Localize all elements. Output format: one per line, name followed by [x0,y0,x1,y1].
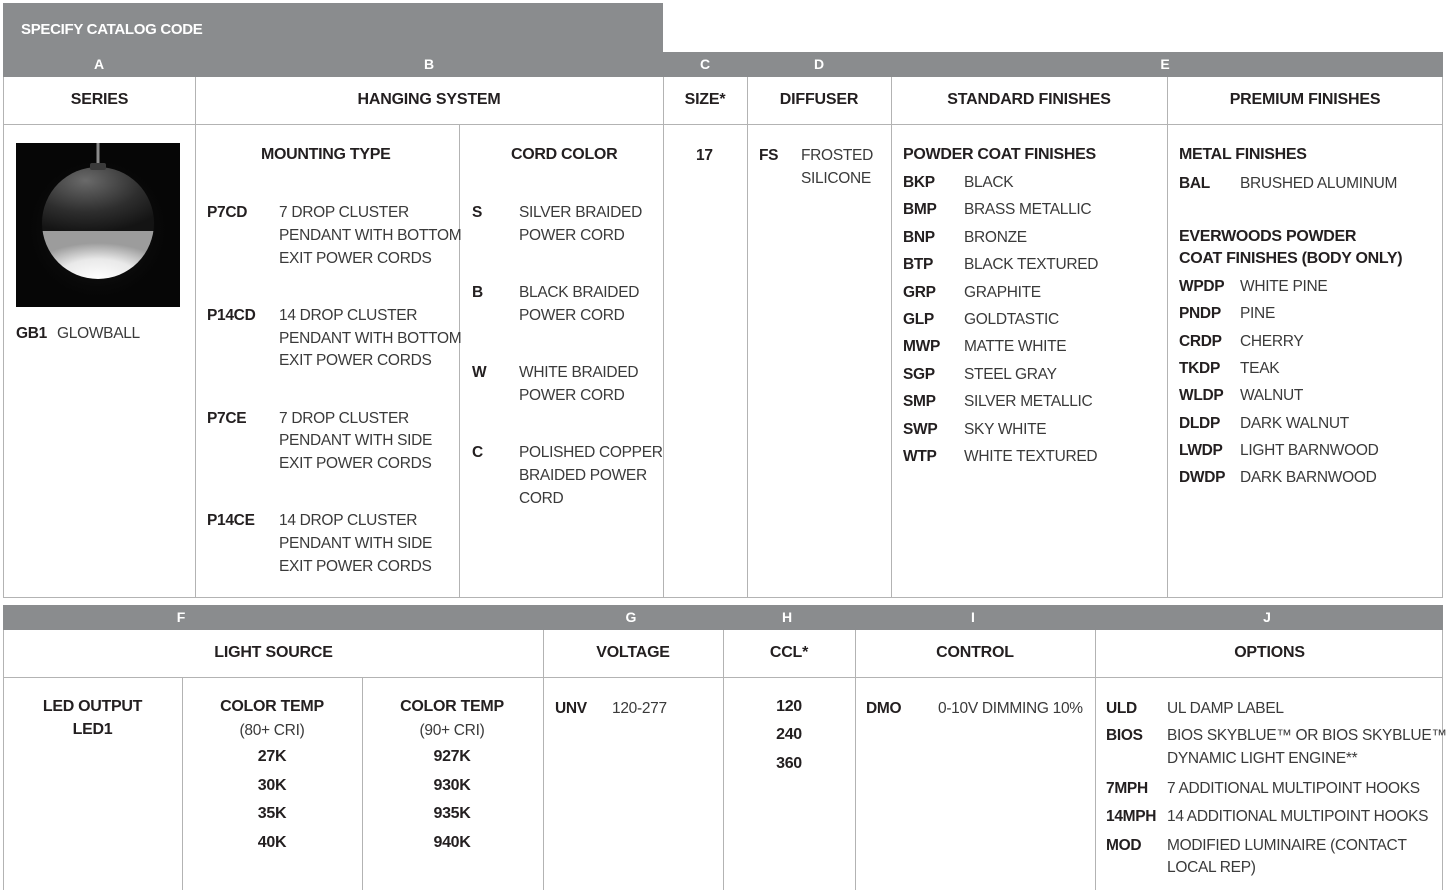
letter-h: H [781,609,793,625]
diffuser-desc: FROSTED [801,147,873,164]
standard-finish-name: GOLDTASTIC [964,311,1059,328]
everwoods-title: COAT FINISHES (BODY ONLY) [1179,250,1403,267]
metal-name: BRUSHED ALUMINUM [1240,175,1398,192]
divider [747,77,748,598]
option-desc: DYNAMIC LIGHT ENGINE** [1167,750,1358,767]
standard-finish-name: BRASS METALLIC [964,201,1092,219]
standard-finish-name: BLACK [964,174,1014,191]
cord-code: S [472,204,483,221]
mounting-desc: PENDANT WITH SIDE [279,432,433,449]
bottom-letter-bar [3,605,1443,630]
mounting-desc: PENDANT WITH BOTTOM [279,227,462,244]
cord-desc: CORD [519,490,564,507]
cord-desc: POWER CORD [519,387,625,404]
standard-finish-code: GLP [903,311,934,328]
page-title: SPECIFY CATALOG CODE [21,21,203,38]
premium-finish-name: WHITE PINE [1240,278,1328,295]
color-temp-90-value: 940K [433,834,471,851]
metal-finishes-title: METAL FINISHES [1179,146,1307,163]
ccl-value: 360 [776,755,802,772]
standard-finish-code: SGP [903,365,935,383]
size-value: 17 [696,147,713,164]
option-code: ULD [1106,700,1137,717]
divider [1095,630,1096,890]
mounting-desc: EXIT POWER CORDS [279,558,432,575]
option-desc: LOCAL REP) [1167,859,1256,876]
mounting-type-title: MOUNTING TYPE [261,146,391,163]
premium-finish-name: DARK BARNWOOD [1240,469,1377,487]
title-bar [3,3,663,52]
premium-finish-code: WPDP [1179,278,1225,295]
header-size: SIZE* [684,91,726,108]
standard-finish-code: BNP [903,228,935,246]
mounting-desc: 14 DROP CLUSTER [279,307,418,324]
everwoods-title: EVERWOODS POWDER [1179,228,1357,245]
led-output-title: LED OUTPUT [42,698,143,715]
option-desc: MODIFIED LUMINAIRE (CONTACT [1167,837,1407,854]
cord-desc: POLISHED COPPER [519,444,663,461]
letter-g: G [625,609,637,625]
standard-finish-code: SMP [903,393,936,411]
product-image [16,143,180,307]
divider [4,597,1442,598]
header-control: CONTROL [936,644,1014,661]
header-standard-finishes: STANDARD FINISHES [947,91,1111,108]
mounting-code: P14CD [207,307,256,324]
standard-finish-name: SKY WHITE [964,420,1047,438]
option-desc: 14 ADDITIONAL MULTIPOINT HOOKS [1167,808,1429,825]
mounting-desc: 7 DROP CLUSTER [279,204,409,221]
standard-finish-name: GRAPHITE [964,283,1041,301]
standard-finish-code: BTP [903,256,934,274]
color-temp-90-value: 927K [433,748,471,765]
option-code: MOD [1106,837,1142,854]
header-diffuser: DIFFUSER [779,91,859,108]
divider [543,630,544,890]
premium-finish-code: WLDP [1179,387,1224,405]
header-premium-finishes: PREMIUM FINISHES [1229,91,1381,108]
header-options: OPTIONS [1234,644,1305,661]
letter-b: B [423,56,435,72]
diffuser-code: FS [759,147,779,164]
cord-code: C [472,444,483,461]
premium-finish-code: DLDP [1179,414,1220,432]
divider [195,77,196,598]
ccl-value: 240 [776,726,802,743]
letter-f: F [176,609,186,625]
divider [855,630,856,890]
standard-finish-code: MWP [903,338,940,356]
mounting-code: P7CE [207,410,247,427]
powder-coat-title: POWDER COAT FINISHES [903,146,1096,163]
standard-finish-name: BRONZE [964,228,1027,246]
color-temp-80-cri: (80+ CRI) [239,722,305,739]
mounting-desc: PENDANT WITH BOTTOM [279,330,462,347]
premium-finish-code: DWDP [1179,469,1226,487]
premium-finish-code: TKDP [1179,359,1220,377]
premium-finish-name: LIGHT BARNWOOD [1240,441,1379,459]
premium-finish-name: PINE [1240,305,1275,323]
premium-finish-name: DARK WALNUT [1240,414,1349,432]
mounting-code: P14CE [207,512,255,529]
cord-code: B [472,284,483,301]
letter-e: E [1160,56,1170,72]
color-temp-90-value: 935K [433,805,471,822]
premium-finish-code: LWDP [1179,441,1223,459]
standard-finish-code: BMP [903,201,937,219]
divider [663,77,664,598]
color-temp-80-title: COLOR TEMP [220,698,324,715]
cord-desc: BRAIDED POWER [519,467,647,484]
premium-finish-code: CRDP [1179,332,1222,350]
control-code: DMO [866,700,902,717]
divider [1167,77,1168,598]
voltage-value: 120-277 [612,700,667,717]
standard-finish-name: SILVER METALLIC [964,393,1093,411]
letter-i: I [971,609,975,625]
cord-desc: POWER CORD [519,227,625,244]
letter-a: A [93,56,105,72]
cord-color-title: CORD COLOR [511,146,618,163]
divider [459,124,460,598]
premium-finish-code: PNDP [1179,305,1221,323]
option-code: 14MPH [1106,808,1157,825]
header-ccl: CCL* [769,644,809,661]
cord-desc: BLACK BRAIDED [519,284,640,301]
standard-finish-name: WHITE TEXTURED [964,448,1098,465]
option-desc: 7 ADDITIONAL MULTIPOINT HOOKS [1167,780,1420,797]
divider [4,124,1442,125]
metal-code: BAL [1179,175,1210,192]
header-voltage: VOLTAGE [596,644,670,661]
color-temp-80-value: 30K [257,777,287,794]
letter-j: J [1263,609,1271,625]
cord-desc: WHITE BRAIDED [519,364,639,381]
letter-d: D [813,56,825,72]
cord-desc: SILVER BRAIDED [519,204,642,221]
header-hanging-system: HANGING SYSTEM [357,91,501,108]
mounting-desc: EXIT POWER CORDS [279,352,432,369]
color-temp-90-title: COLOR TEMP [400,698,504,715]
cord-code: W [472,364,487,381]
standard-finish-name: MATTE WHITE [964,338,1067,356]
mounting-code: P7CD [207,204,248,221]
premium-finish-name: TEAK [1240,359,1280,377]
standard-finish-name: BLACK TEXTURED [964,256,1099,274]
header-light-source: LIGHT SOURCE [214,644,333,661]
mounting-desc: PENDANT WITH SIDE [279,535,433,552]
option-code: BIOS [1106,727,1143,744]
mounting-desc: EXIT POWER CORDS [279,455,432,472]
premium-finish-name: CHERRY [1240,332,1304,350]
color-temp-80-value: 40K [257,834,287,851]
color-temp-90-value: 930K [433,777,471,794]
voltage-code: UNV [555,700,587,717]
option-code: 7MPH [1106,780,1148,797]
standard-finish-code: SWP [903,420,938,438]
option-desc: UL DAMP LABEL [1167,700,1284,717]
mounting-desc: 7 DROP CLUSTER [279,410,409,427]
top-letter-bar [3,52,1443,77]
series-code: GB1 [16,325,47,342]
standard-finish-code: WTP [903,448,937,465]
led-output-code: LED1 [72,721,113,738]
control-desc: 0-10V DIMMING 10% [938,700,1083,717]
standard-finish-code: GRP [903,283,936,301]
diffuser-desc: SILICONE [801,170,871,187]
header-series: SERIES [70,91,129,108]
color-temp-90-cri: (90+ CRI) [419,722,485,739]
color-temp-80-value: 35K [257,805,287,822]
ccl-value: 120 [776,698,802,715]
divider [891,77,892,598]
series-name: GLOWBALL [57,325,140,342]
standard-finish-code: BKP [903,174,935,191]
color-temp-80-value: 27K [257,748,287,765]
mounting-desc: 14 DROP CLUSTER [279,512,418,529]
cord-desc: POWER CORD [519,307,625,324]
option-desc: BIOS SKYBLUE™ OR BIOS SKYBLUE™ [1167,727,1447,744]
letter-c: C [699,56,711,72]
mounting-desc: EXIT POWER CORDS [279,250,432,267]
standard-finish-name: STEEL GRAY [964,365,1057,383]
premium-finish-name: WALNUT [1240,387,1304,405]
